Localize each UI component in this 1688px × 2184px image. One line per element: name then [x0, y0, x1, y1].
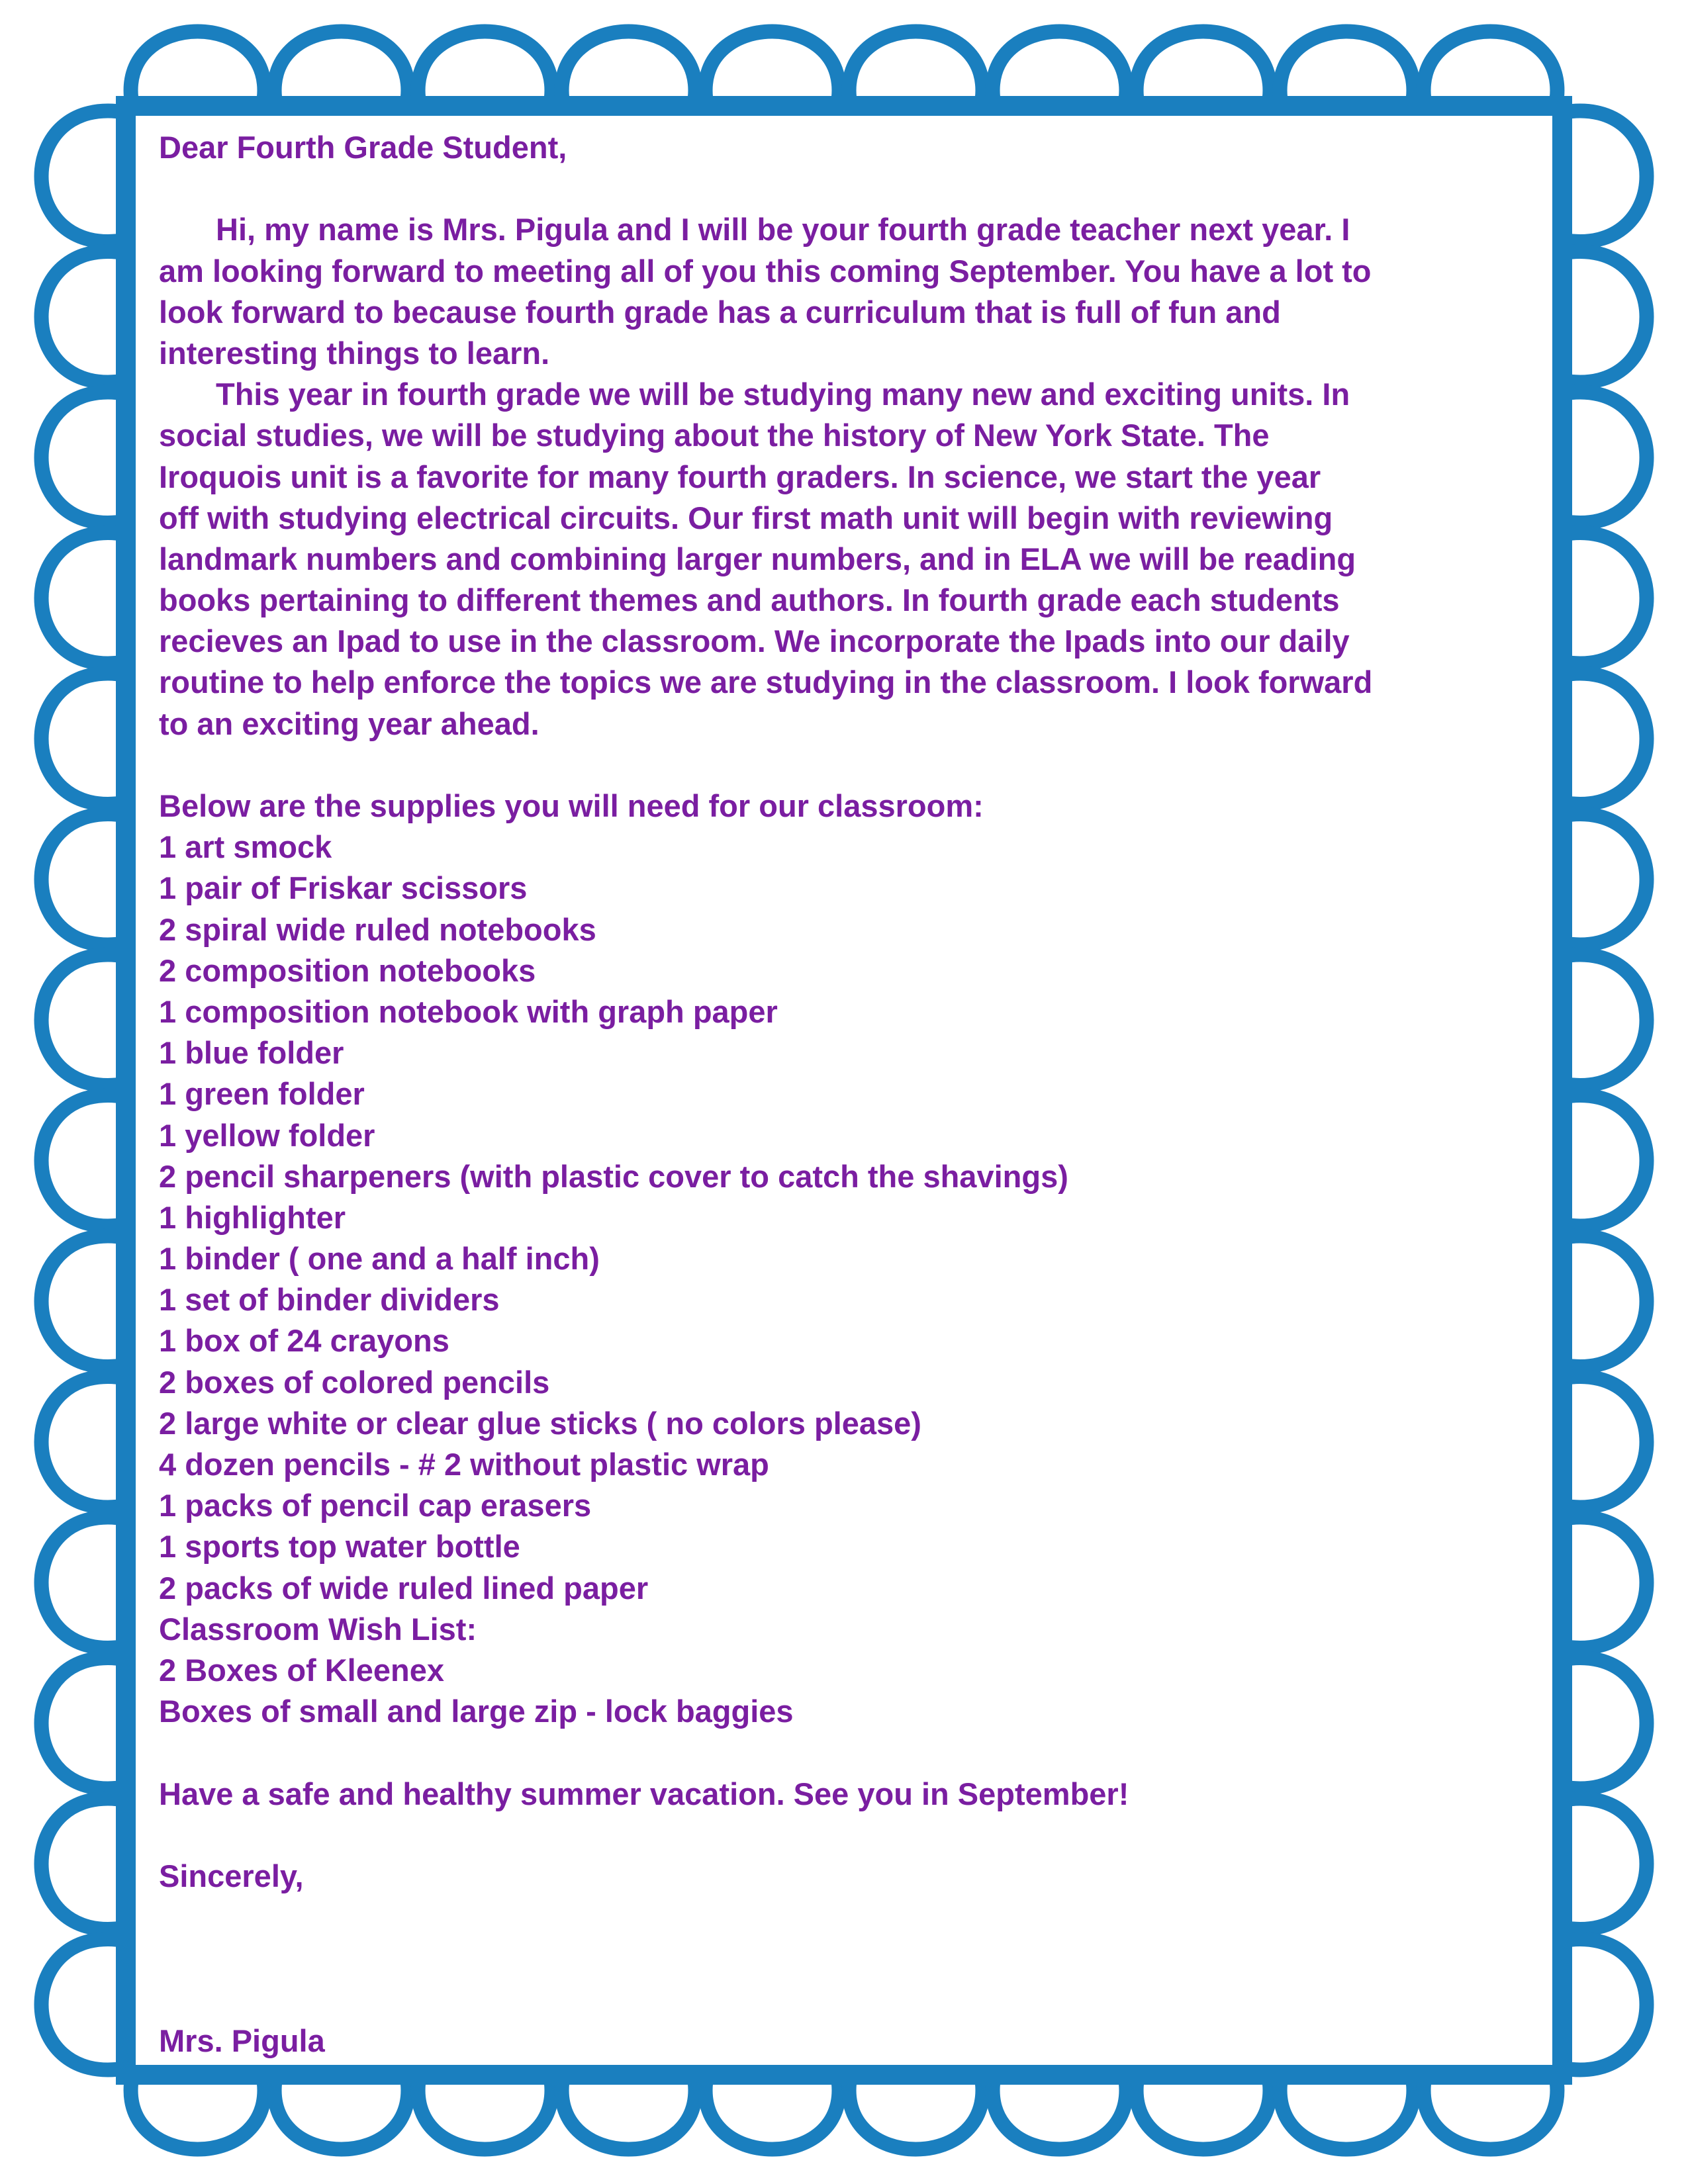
scallop-loop: [1562, 392, 1647, 523]
scallop-loop: [42, 1658, 126, 1788]
scallop-loop: [849, 2075, 983, 2150]
supply-item: 2 packs of wide ruled lined paper: [159, 1570, 649, 1606]
scallop-loop: [42, 1377, 126, 1507]
paragraph1-line: interesting things to learn.: [159, 335, 550, 371]
scallop-loop: [993, 32, 1127, 107]
scallop-loop: [131, 2075, 265, 2150]
scallop-loop: [849, 32, 983, 107]
paragraph2-line: routine to help enforce the topics we are studying in the classroom. I look forward: [159, 664, 1373, 700]
scallop-loop: [1562, 1799, 1647, 1929]
supplies-intro: Below are the supplies you will need for our classroom:: [159, 788, 984, 823]
paragraph2-line: recieves an Ipad to use in the classroom. We incorporate the Ipads into our daily: [159, 623, 1350, 659]
greeting: Dear Fourth Grade Student,: [159, 130, 567, 165]
scallop-loop: [42, 111, 126, 242]
scallop-loop: [42, 1095, 126, 1226]
scallop-loop: [1280, 2075, 1414, 2150]
scallop-loop: [1562, 111, 1647, 242]
scallop-loop: [562, 2075, 696, 2150]
wish-list: [159, 1650, 1536, 1732]
scallop-loop: [42, 674, 126, 804]
supply-item: 1 art smock: [159, 829, 332, 865]
supply-item: 1 blue folder: [159, 1035, 344, 1071]
scallop-loop: [1562, 814, 1647, 944]
supply-item: 1 pair of Friskar scissors: [159, 870, 528, 906]
scallop-loop: [42, 392, 126, 523]
supply-item: 1 sports top water bottle: [159, 1529, 520, 1565]
signature: Mrs. Pigula: [159, 2023, 325, 2058]
scallop-loop: [42, 1939, 126, 2070]
scallop-loop: [1137, 2075, 1270, 2150]
supply-item: 1 binder ( one and a half inch): [159, 1241, 600, 1277]
paragraph2-line: landmark numbers and combining larger numbers, and in ELA we will be reading: [159, 541, 1356, 576]
scallop-loop: [1562, 1518, 1647, 1648]
supply-item: 1 green folder: [159, 1076, 365, 1112]
supply-list: [159, 827, 1536, 1609]
scallop-loop: [1562, 251, 1647, 382]
scallop-loop: [1562, 1377, 1647, 1507]
scallop-loop: [1137, 32, 1270, 107]
wish-list-item: 2 Boxes of Kleenex: [159, 1652, 445, 1688]
supply-item: 1 set of binder dividers: [159, 1282, 500, 1318]
scallop-loop: [1562, 1095, 1647, 1226]
supply-item: 4 dozen pencils - # 2 without plastic wrap: [159, 1447, 769, 1482]
scallop-loop: [42, 533, 126, 663]
scallop-loop: [1562, 1236, 1647, 1367]
paragraph2-line: books pertaining to different themes and authors. In fourth grade each students: [159, 582, 1340, 618]
paragraph1-line: Hi, my name is Mrs. Pigula and I will be your fourth grade teacher next year. I: [216, 212, 1350, 248]
scallop-loop: [1280, 32, 1414, 107]
paragraph2-line: Iroquois unit is a favorite for many fourth graders. In science, we start the year: [159, 459, 1321, 494]
paragraph2-line: off with studying electrical circuits. Our first math unit will begin with reviewing: [159, 500, 1333, 535]
paragraph1-line: look forward to because fourth grade has a curriculum that is full of fun and: [159, 294, 1281, 330]
scallop-loop: [275, 2075, 408, 2150]
scallop-loop: [562, 32, 696, 107]
scallop-loop: [418, 2075, 552, 2150]
paragraph2-line: social studies, we will be studying about the history of New York State. The: [159, 418, 1270, 453]
supply-item: 2 pencil sharpeners (with plastic cover to catch the shavings): [159, 1158, 1068, 1194]
supply-item: 2 composition notebooks: [159, 952, 536, 988]
paragraph2-line: to an exciting year ahead.: [159, 705, 539, 741]
paragraph1-line: am looking forward to meeting all of you this coming September. You have a lot to: [159, 253, 1372, 289]
scallop-loop: [42, 955, 126, 1085]
paragraph2-line: This year in fourth grade we will be studying many new and exciting units. In: [216, 377, 1350, 412]
supply-item: 1 yellow folder: [159, 1117, 375, 1153]
scallop-loop: [131, 32, 265, 107]
scallop-loop: [42, 251, 126, 382]
scallop-loop: [706, 2075, 839, 2150]
scallop-loop: [42, 1518, 126, 1648]
supply-item: 1 packs of pencil cap erasers: [159, 1488, 592, 1524]
scallop-loop: [706, 32, 839, 107]
scallop-loop: [42, 814, 126, 944]
supply-item: 2 boxes of colored pencils: [159, 1364, 550, 1400]
supply-item: 1 box of 24 crayons: [159, 1323, 449, 1359]
supply-item: 1 highlighter: [159, 1199, 346, 1235]
scallop-loop: [1562, 533, 1647, 663]
sign-off: Sincerely,: [159, 1858, 304, 1893]
wish-list-title: Classroom Wish List:: [159, 1611, 477, 1647]
scallop-loop: [275, 32, 408, 107]
supply-item: 2 spiral wide ruled notebooks: [159, 911, 596, 947]
scallop-loop: [1562, 1658, 1647, 1788]
scallop-loop: [1424, 2075, 1558, 2150]
scallop-loop: [1424, 32, 1558, 107]
supply-item: 1 composition notebook with graph paper: [159, 993, 778, 1029]
scallop-loop: [42, 1236, 126, 1367]
wish-list-item: Boxes of small and large zip - lock baggies: [159, 1694, 794, 1729]
letter-body: [159, 127, 1536, 2062]
scallop-loop: [42, 1799, 126, 1929]
scallop-loop: [1562, 1939, 1647, 2070]
scallop-loop: [993, 2075, 1127, 2150]
closing-line: Have a safe and healthy summer vacation. See you in September!: [159, 1776, 1129, 1811]
scallop-loop: [418, 32, 552, 107]
scallop-loop: [1562, 955, 1647, 1085]
supply-item: 2 large white or clear glue sticks ( no colors please): [159, 1405, 921, 1441]
scallop-loop: [1562, 674, 1647, 804]
